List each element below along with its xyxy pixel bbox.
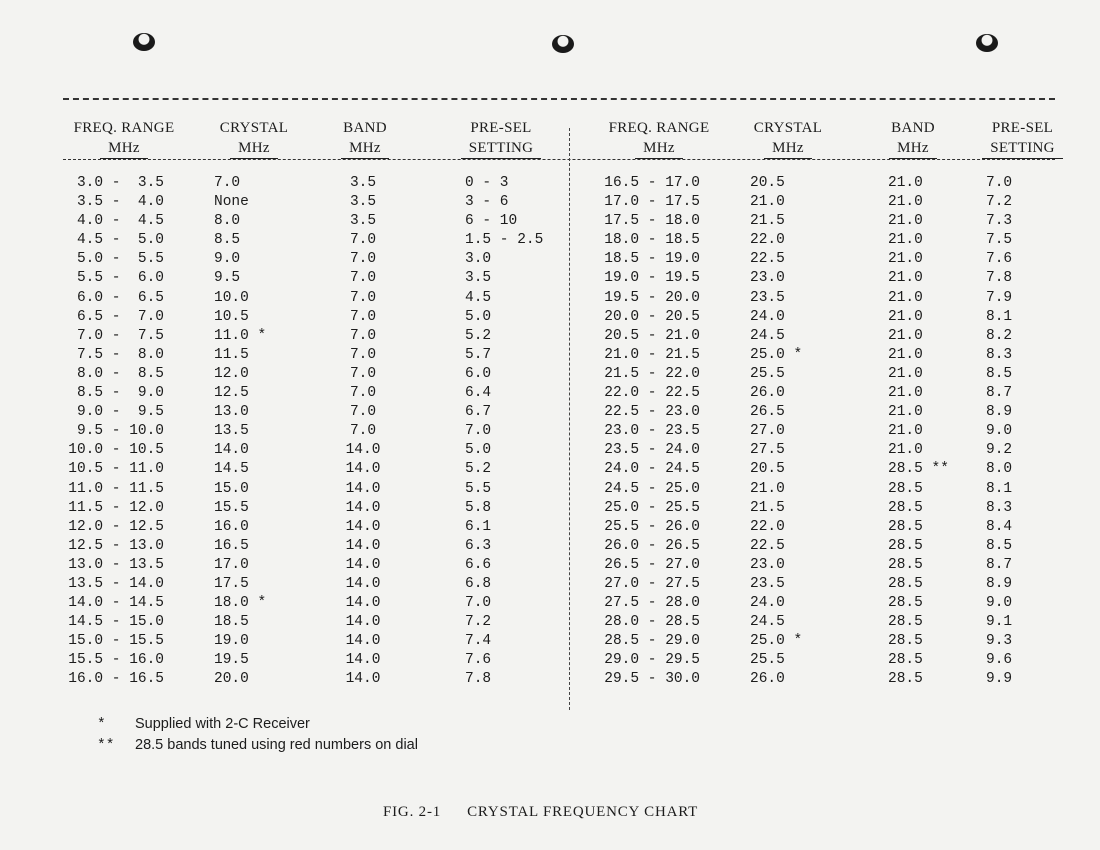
table-cell: 22.0 - 22.5 <box>604 385 700 402</box>
table-cell: 24.0 - 24.5 <box>604 461 700 478</box>
table-cell: 21.0 <box>888 365 923 382</box>
table-cell: 20.5 - 21.0 <box>604 327 700 344</box>
table-cell: 17.5 - 18.0 <box>604 213 700 230</box>
table-cell: 8.0 <box>986 461 1013 478</box>
table-cell: 6.0 <box>465 365 492 382</box>
table-cell: 7.0 <box>986 175 1013 191</box>
table-cell: 25.5 <box>750 652 785 669</box>
right-freq-range-column <box>592 174 700 690</box>
table-cell: 3.5 - 4.0 <box>76 194 164 211</box>
table-cell: 14.0 <box>345 518 381 535</box>
table-cell: 25.5 <box>750 365 785 382</box>
table-cell: 14.5 <box>214 461 249 478</box>
table-cell: 27.0 - 27.5 <box>604 575 700 592</box>
table-cell: 9.0 <box>986 595 1013 612</box>
table-cell: 3.5 <box>465 270 492 287</box>
table-cell: 24.5 <box>750 614 785 631</box>
table-cell: 6.5 - 7.0 <box>76 308 164 325</box>
table-cell: 27.5 <box>750 442 785 459</box>
figure-caption <box>383 804 724 821</box>
table-cell: 28.5 <box>888 556 923 573</box>
table-cell: 26.0 <box>750 671 785 688</box>
header-crystal-right: CRYSTAL MHz <box>742 118 834 159</box>
table-cell: 23.5 <box>750 575 785 592</box>
table-cell: 16.5 <box>214 537 249 554</box>
table-cell: 7.0 <box>349 346 377 363</box>
table-cell: 9.5 <box>214 270 241 287</box>
table-cell: 10.5 - 11.0 <box>68 461 164 478</box>
footnote-double-asterisk <box>97 737 418 754</box>
table-cell: 27.5 - 28.0 <box>604 595 700 612</box>
table-cell: 7.0 - 7.5 <box>76 327 164 344</box>
table-cell: 22.5 - 23.0 <box>604 404 700 421</box>
table-cell: 7.0 <box>349 232 377 249</box>
table-cell: 25.0 * <box>750 633 803 650</box>
table-cell: None <box>214 194 249 211</box>
footnote-single-asterisk <box>97 716 310 733</box>
table-cell: 25.5 - 26.0 <box>604 518 700 535</box>
table-cell: 8.1 <box>986 480 1013 497</box>
table-cell: 8.4 <box>986 518 1013 535</box>
table-cell: 5.2 <box>465 327 492 344</box>
table-cell: 5.0 <box>465 442 492 459</box>
table-cell: 21.0 - 21.5 <box>604 346 700 363</box>
table-cell: 8.1 <box>986 308 1013 325</box>
table-cell: 9.5 - 10.0 <box>76 423 164 440</box>
table-cell: 16.5 - 17.0 <box>604 175 700 191</box>
table-cell: 5.8 <box>465 499 492 516</box>
table-cell: 21.0 <box>888 213 923 230</box>
table-cell: 14.0 <box>345 499 381 516</box>
table-cell: 8.0 <box>214 213 241 230</box>
table-cell: 14.0 <box>345 537 381 554</box>
table-cell: 28.5 <box>888 537 923 554</box>
table-cell: 3.0 <box>465 251 492 268</box>
table-cell: 12.0 - 12.5 <box>68 518 164 535</box>
table-cell: 3 - 6 <box>465 194 509 211</box>
table-cell: 29.0 - 29.5 <box>604 652 700 669</box>
table-cell: 11.0 - 11.5 <box>68 480 164 497</box>
footnote-mark: ** <box>97 738 115 754</box>
table-cell: 7.2 <box>986 194 1013 211</box>
table-cell: 14.0 - 14.5 <box>68 595 164 612</box>
table-cell: 28.5 <box>888 499 923 516</box>
table-cell: 24.0 <box>750 308 785 325</box>
table-cell: 4.5 - 5.0 <box>76 232 164 249</box>
table-cell: 15.5 - 16.0 <box>68 652 164 669</box>
table-cell: 27.0 <box>750 423 785 440</box>
table-cell: 28.5 <box>888 652 923 669</box>
table-cell: 7.0 <box>465 595 492 612</box>
table-cell: 20.0 - 20.5 <box>604 308 700 325</box>
table-cell: 24.0 <box>750 595 785 612</box>
table-cell: 18.5 <box>214 614 249 631</box>
table-cell: 8.5 <box>986 365 1013 382</box>
figure-number: FIG. 2-1 <box>383 804 442 820</box>
table-cell: 14.0 <box>345 652 381 669</box>
table-cell: 6.1 <box>465 518 492 535</box>
table-cell: 26.5 <box>750 404 785 421</box>
table-cell: 21.0 <box>888 289 923 306</box>
table-cell: 18.0 - 18.5 <box>604 232 700 249</box>
table-cell: 11.0 * <box>214 327 267 344</box>
table-cell: 7.0 <box>349 289 377 306</box>
table-cell: 9.1 <box>986 614 1013 631</box>
table-cell: 14.0 <box>345 633 381 650</box>
table-cell: 17.5 <box>214 575 249 592</box>
table-cell: 7.0 <box>465 423 492 440</box>
left-crystal-column <box>214 174 294 690</box>
table-cell: 19.0 - 19.5 <box>604 270 700 287</box>
right-presel-column <box>986 174 1046 690</box>
table-cell: 6.7 <box>465 404 492 421</box>
table-cell: 7.3 <box>986 213 1013 230</box>
table-cell: 5.7 <box>465 346 492 363</box>
table-cell: 7.5 - 8.0 <box>76 346 164 363</box>
table-cell: 13.5 - 14.0 <box>68 575 164 592</box>
table-cell: 3.5 <box>349 194 377 211</box>
table-cell: 9.0 - 9.5 <box>76 404 164 421</box>
table-cell: 21.5 <box>750 499 785 516</box>
table-cell: 15.0 <box>214 480 249 497</box>
table-cell: 19.5 <box>214 652 249 669</box>
table-cell: 16.0 - 16.5 <box>68 671 164 688</box>
table-cell: 15.0 - 15.5 <box>68 633 164 650</box>
table-cell: 8.3 <box>986 346 1013 363</box>
table-cell: 6.8 <box>465 575 492 592</box>
table-cell: 13.0 <box>214 404 249 421</box>
table-cell: 17.0 - 17.5 <box>604 194 700 211</box>
header-freq-range-left: FREQ. RANGE MHz <box>65 118 183 159</box>
table-cell: 15.5 <box>214 499 249 516</box>
table-cell: 9.2 <box>986 442 1013 459</box>
table-cell: 7.0 <box>349 404 377 421</box>
table-cell: 5.2 <box>465 461 492 478</box>
table-cell: 28.5 ** <box>888 461 949 478</box>
table-cell: 14.0 <box>345 614 381 631</box>
table-cell: 14.0 <box>345 575 381 592</box>
footnote-mark: * <box>97 717 106 733</box>
table-cell: 21.0 <box>888 423 923 440</box>
top-dashed-rule <box>63 98 1055 100</box>
table-cell: 14.0 <box>345 556 381 573</box>
table-cell: 1.5 - 2.5 <box>465 232 544 249</box>
table-cell: 26.5 - 27.0 <box>604 556 700 573</box>
punch-hole-right <box>976 34 998 52</box>
header-presel-right: PRE-SEL SETTING <box>980 118 1065 159</box>
header-presel-left: PRE-SEL SETTING <box>456 118 546 159</box>
footnote-text: Supplied with 2-C Receiver <box>135 716 310 732</box>
table-cell: 0 - 3 <box>465 175 509 191</box>
right-band-column <box>888 174 968 690</box>
table-cell: 7.2 <box>465 614 492 631</box>
table-cell: 26.0 <box>750 385 785 402</box>
table-cell: 13.5 <box>214 423 249 440</box>
table-cell: 28.5 <box>888 518 923 535</box>
table-cell: 28.5 <box>888 633 923 650</box>
table-cell: 21.0 <box>750 480 785 497</box>
table-cell: 19.5 - 20.0 <box>604 289 700 306</box>
table-cell: 23.0 <box>750 270 785 287</box>
table-cell: 24.5 - 25.0 <box>604 480 700 497</box>
table-cell: 7.0 <box>349 308 377 325</box>
table-cell: 4.5 <box>465 289 492 306</box>
table-cell: 12.5 <box>214 385 249 402</box>
table-cell: 23.5 - 24.0 <box>604 442 700 459</box>
footnote-text: 28.5 bands tuned using red numbers on dial <box>135 737 418 753</box>
table-cell: 28.5 <box>888 575 923 592</box>
table-cell: 14.0 <box>345 671 381 688</box>
table-cell: 14.0 <box>214 442 249 459</box>
table-cell: 24.5 <box>750 327 785 344</box>
table-cell: 21.0 <box>888 327 923 344</box>
table-cell: 14.5 - 15.0 <box>68 614 164 631</box>
table-cell: 7.0 <box>349 327 377 344</box>
table-cell: 14.0 <box>345 461 381 478</box>
punch-hole-center <box>552 35 574 53</box>
table-cell: 7.8 <box>986 270 1013 287</box>
table-cell: 7.0 <box>349 270 377 287</box>
table-cell: 7.6 <box>465 652 492 669</box>
table-cell: 8.7 <box>986 385 1013 402</box>
table-cell: 28.5 <box>888 595 923 612</box>
table-cell: 23.0 - 23.5 <box>604 423 700 440</box>
table-cell: 22.0 <box>750 232 785 249</box>
table-cell: 18.0 * <box>214 595 267 612</box>
table-cell: 13.0 - 13.5 <box>68 556 164 573</box>
table-cell: 3.0 - 3.5 <box>76 175 164 191</box>
table-cell: 20.5 <box>750 461 785 478</box>
table-cell: 25.0 * <box>750 346 803 363</box>
header-band-left: BAND MHz <box>330 118 400 159</box>
table-cell: 8.3 <box>986 499 1013 516</box>
table-cell: 21.0 <box>888 308 923 325</box>
table-cell: 11.5 - 12.0 <box>68 499 164 516</box>
table-cell: 6.4 <box>465 385 492 402</box>
table-cell: 5.5 <box>465 480 492 497</box>
table-cell: 21.0 <box>888 251 923 268</box>
table-cell: 6.0 - 6.5 <box>76 289 164 306</box>
table-cell: 8.0 - 8.5 <box>76 365 164 382</box>
table-cell: 28.5 <box>888 614 923 631</box>
table-cell: 7.0 <box>214 175 241 191</box>
header-band-right: BAND MHz <box>878 118 948 159</box>
table-cell: 9.9 <box>986 671 1013 688</box>
table-cell: 8.5 - 9.0 <box>76 385 164 402</box>
table-cell: 3.5 <box>349 213 377 230</box>
table-cell: 25.0 - 25.5 <box>604 499 700 516</box>
table-cell: 22.5 <box>750 251 785 268</box>
table-cell: 8.2 <box>986 327 1013 344</box>
table-cell: 9.6 <box>986 652 1013 669</box>
table-cell: 23.5 <box>750 289 785 306</box>
table-cell: 20.0 <box>214 671 249 688</box>
table-cell: 7.0 <box>349 423 377 440</box>
table-cell: 7.4 <box>465 633 492 650</box>
table-cell: 22.5 <box>750 537 785 554</box>
table-cell: 21.0 <box>888 404 923 421</box>
table-cell: 23.0 <box>750 556 785 573</box>
table-cell: 17.0 <box>214 556 249 573</box>
header-freq-range-right: FREQ. RANGE MHz <box>598 118 720 159</box>
table-cell: 6 - 10 <box>465 213 518 230</box>
table-cell: 9.3 <box>986 633 1013 650</box>
table-cell: 5.5 - 6.0 <box>76 270 164 287</box>
table-cell: 14.0 <box>345 480 381 497</box>
right-crystal-column <box>750 174 830 690</box>
table-cell: 12.5 - 13.0 <box>68 537 164 554</box>
table-cell: 21.0 <box>888 175 923 191</box>
table-cell: 10.5 <box>214 308 249 325</box>
table-cell: 20.5 <box>750 175 785 191</box>
table-cell: 21.0 <box>750 194 785 211</box>
table-cell: 28.5 <box>888 480 923 497</box>
table-cell: 8.5 <box>986 537 1013 554</box>
table-cell: 8.5 <box>214 232 241 249</box>
table-cell: 28.5 - 29.0 <box>604 633 700 650</box>
table-cell: 5.0 - 5.5 <box>76 251 164 268</box>
table-cell: 7.5 <box>986 232 1013 249</box>
left-band-column <box>333 174 393 690</box>
column-divider <box>569 128 570 710</box>
header-dashed-rule <box>63 159 1055 160</box>
table-cell: 14.0 <box>345 442 381 459</box>
table-cell: 7.9 <box>986 289 1013 306</box>
table-cell: 28.0 - 28.5 <box>604 614 700 631</box>
table-cell: 7.8 <box>465 671 492 688</box>
table-cell: 4.0 - 4.5 <box>76 213 164 230</box>
table-cell: 21.0 <box>888 194 923 211</box>
table-cell: 21.5 - 22.0 <box>604 365 700 382</box>
table-cell: 7.0 <box>349 385 377 402</box>
table-cell: 6.6 <box>465 556 492 573</box>
table-cell: 6.3 <box>465 537 492 554</box>
table-cell: 10.0 <box>214 289 249 306</box>
table-cell: 19.0 <box>214 633 249 650</box>
table-cell: 26.0 - 26.5 <box>604 537 700 554</box>
left-freq-range-column <box>56 174 164 690</box>
header-crystal-left: CRYSTAL MHz <box>208 118 300 159</box>
table-cell: 21.0 <box>888 232 923 249</box>
table-cell: 7.0 <box>349 365 377 382</box>
table-cell: 22.0 <box>750 518 785 535</box>
table-cell: 21.0 <box>888 270 923 287</box>
table-cell: 14.0 <box>345 595 381 612</box>
table-cell: 5.0 <box>465 308 492 325</box>
table-cell: 7.0 <box>349 251 377 268</box>
table-cell: 3.5 <box>349 175 377 191</box>
table-cell: 8.9 <box>986 404 1013 421</box>
table-cell: 18.5 - 19.0 <box>604 251 700 268</box>
table-cell: 28.5 <box>888 671 923 688</box>
figure-title: CRYSTAL FREQUENCY CHART <box>467 804 699 820</box>
table-cell: 16.0 <box>214 518 249 535</box>
table-cell: 10.0 - 10.5 <box>68 442 164 459</box>
table-cell: 8.7 <box>986 556 1013 573</box>
table-cell: 12.0 <box>214 365 249 382</box>
left-presel-column <box>465 174 555 690</box>
table-cell: 21.5 <box>750 213 785 230</box>
punch-hole-left <box>133 33 155 51</box>
table-cell: 7.6 <box>986 251 1013 268</box>
table-cell: 21.0 <box>888 346 923 363</box>
table-cell: 29.5 - 30.0 <box>604 671 700 688</box>
table-cell: 9.0 <box>986 423 1013 440</box>
table-cell: 8.9 <box>986 575 1013 592</box>
table-cell: 21.0 <box>888 385 923 402</box>
table-cell: 11.5 <box>214 346 249 363</box>
table-cell: 9.0 <box>214 251 241 268</box>
table-cell: 21.0 <box>888 442 923 459</box>
